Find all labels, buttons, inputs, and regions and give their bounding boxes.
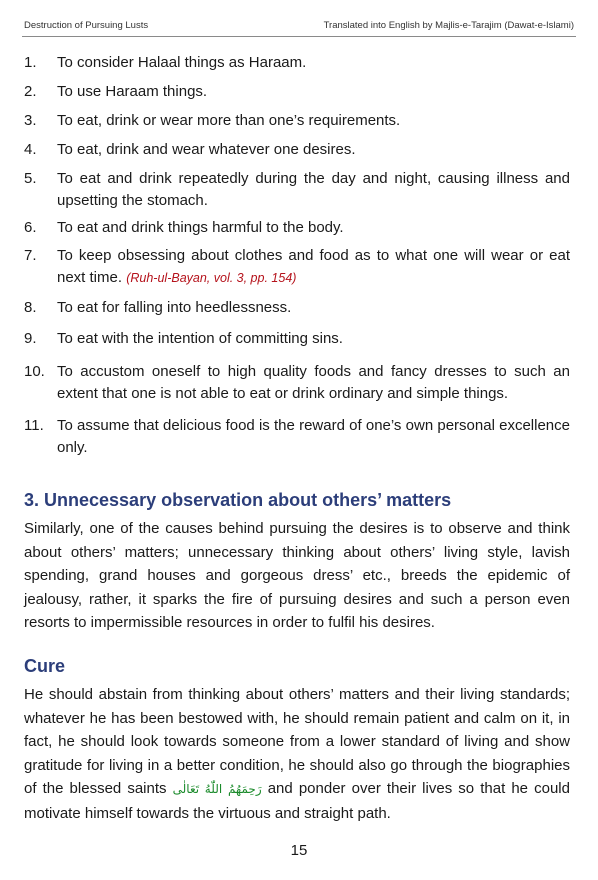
list-item: [24, 297, 570, 319]
item-number: 3.: [24, 112, 37, 129]
item-number: 8.: [24, 299, 37, 316]
list-item: [24, 110, 570, 132]
item-text: To eat for falling into heedlessness.: [57, 299, 292, 316]
item-text: To eat, drink and wear whatever one desires.: [57, 141, 356, 158]
item-number: 10.: [24, 363, 45, 380]
list-item: [24, 415, 570, 459]
cure-text-part-1: He should abstain from thinking about others’ matters and their living standards; whatever he has been bestowed with, he should remain patient and calm on it, in fact, he should look towards someone from a lower standard of living and show gratitude for living in a better condition, he should also go through the biographies of the blessed saints: [24, 686, 570, 797]
section-paragraph: Similarly, one of the causes behind pursuing the desires is to observe and think about others’ matters; unnecessary thinking about others’ living style, lavish spending, grand houses and gorgeous dress’ etc., breeds the epidemic of jealousy, rather, it sparks the fire of pursuing desires and such a person even resorts to impermissible resources in order to fulfil his desires.: [24, 520, 570, 631]
running-header: [22, 14, 576, 37]
citation: (Ruh-ul-Bayan, vol. 3, pp. 154): [126, 271, 297, 285]
book-title: Destruction of Pursuing Lusts: [24, 20, 149, 31]
item-number: 2.: [24, 83, 37, 100]
item-number: 11.: [24, 417, 44, 434]
item-number: 4.: [24, 141, 37, 158]
item-number: 6.: [24, 219, 37, 236]
item-text: To eat with the intention of committing sins.: [57, 330, 343, 347]
item-number: 1.: [24, 54, 37, 71]
item-text: To assume that delicious food is the reward of one’s own personal excellence only.: [57, 417, 570, 456]
item-text: To eat and drink repeatedly during the day and night, causing illness and upsetting the stomach.: [57, 170, 570, 209]
page-number: 15: [290, 842, 308, 859]
cure-paragraph: [24, 683, 570, 825]
item-text: To consider Halaal things as Haraam.: [57, 54, 307, 71]
item-text: To keep obsessing about clothes and food as to what one will wear or eat next time.: [57, 247, 570, 286]
list-item: [24, 245, 570, 289]
item-number: 9.: [24, 330, 37, 347]
list-item: [24, 361, 570, 405]
item-text: To eat, drink or wear more than one’s requirements.: [57, 112, 401, 129]
item-text: To accustom oneself to high quality foods and fancy dresses to such an extent that one is not able to eat or drink ordinary and simple things.: [57, 363, 570, 402]
list-item: [24, 81, 570, 103]
arabic-honorific: رَحِمَهُمُ اللّٰهُ تَعَالٰی: [172, 782, 262, 796]
list-item: [24, 328, 570, 350]
item-text: To eat and drink things harmful to the body.: [57, 219, 344, 236]
translator-credit: Translated into English by Majlis-e-Tarajim (Dawat-e-Islami): [323, 20, 574, 31]
causes-list: [24, 52, 570, 459]
list-item: [24, 168, 570, 212]
list-item: [24, 52, 570, 74]
cure-heading: Cure: [24, 656, 66, 676]
cure-text-part-2: and ponder over their lives so that he could motivate himself towards the virtuous and straight path.: [24, 780, 570, 822]
list-item: [24, 139, 570, 161]
item-number: 7.: [24, 247, 37, 264]
list-item: [24, 217, 570, 239]
section-heading: 3. Unnecessary observation about others’ matters: [24, 490, 452, 510]
item-text: To use Haraam things.: [57, 83, 208, 100]
item-number: 5.: [24, 170, 37, 187]
